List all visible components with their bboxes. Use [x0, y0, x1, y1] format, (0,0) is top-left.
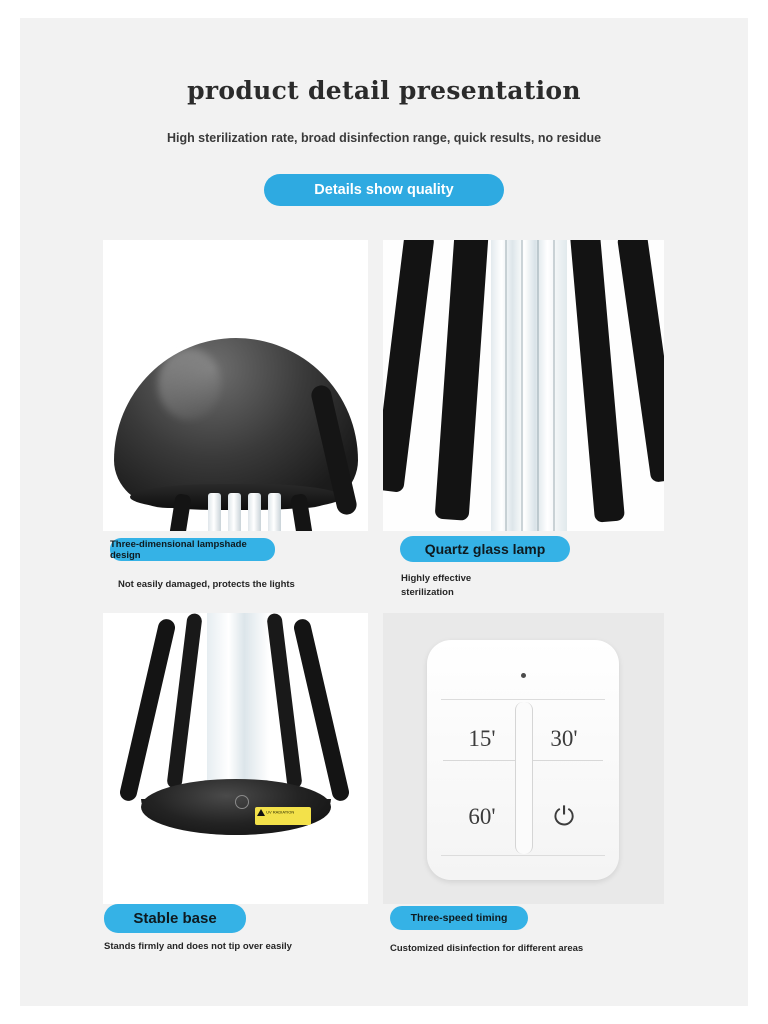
feature-2-caption [401, 572, 541, 601]
page-frame-bottom [0, 1006, 768, 1024]
feature-2-caption-line2: sterilization [401, 587, 454, 599]
page-title: product detail presentation [187, 76, 581, 105]
remote-control-body [427, 640, 619, 880]
center-light-bar [515, 702, 533, 854]
warning-label [255, 807, 311, 825]
feature-4-caption: Customized disinfection for different areas [390, 943, 584, 954]
warning-triangle-icon [257, 809, 265, 816]
page-frame-left [0, 0, 20, 1024]
lampshade-photo [103, 240, 368, 531]
feature-2-pill: Quartz glass lamp [400, 536, 570, 562]
lampshade-illustration [104, 288, 366, 503]
uv-tube [208, 493, 221, 531]
timer-15-button[interactable]: 15' [468, 726, 496, 751]
page-frame-right [748, 0, 768, 1024]
timer-60-button[interactable]: 60' [468, 804, 496, 829]
remote-control-photo [383, 613, 664, 904]
quartz-glass-tubes [491, 240, 567, 531]
feature-1-pill: Three-dimensional lampshade design [110, 538, 275, 561]
page-subtitle: High sterilization rate, broad disinfection range, quick results, no residue [166, 131, 602, 145]
uv-tube-cluster [207, 613, 269, 781]
glass-edge-line [505, 240, 507, 531]
uv-tube [248, 493, 261, 531]
stable-base-photo [103, 613, 368, 904]
feature-1-caption: Not easily damaged, protects the lights [118, 579, 295, 590]
glass-edge-line [537, 240, 539, 531]
feature-2-caption-line1: Highly effective [401, 573, 472, 584]
power-button[interactable] [523, 778, 605, 856]
power-icon: ⏻ [553, 802, 575, 831]
page-frame-top [0, 0, 768, 18]
details-show-quality-badge: Details show quality [264, 174, 504, 206]
uv-tube [228, 493, 241, 531]
feature-3-caption: Stands firmly and does not tip over easily [104, 941, 292, 952]
uv-tube [268, 493, 281, 531]
glass-edge-line [553, 240, 555, 531]
feature-4-pill: Three-speed timing [390, 906, 528, 930]
warning-label-text: UV RADIATION [266, 809, 295, 815]
ir-led-icon [521, 673, 526, 678]
feature-3-pill: Stable base [104, 904, 246, 933]
glass-edge-line [521, 240, 523, 531]
quartz-glass-lamp-photo [383, 240, 664, 531]
timer-30-button[interactable]: 30' [550, 726, 578, 751]
power-button-icon [235, 795, 249, 809]
